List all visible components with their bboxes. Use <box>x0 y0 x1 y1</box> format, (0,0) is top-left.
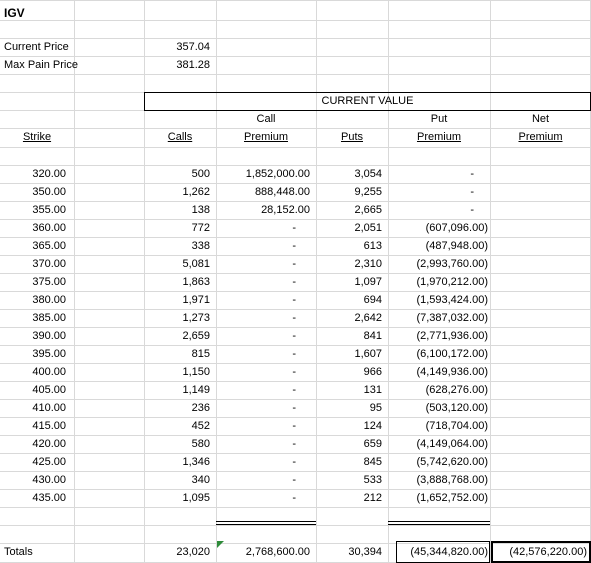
puts-cell[interactable]: 2,665 <box>354 204 382 216</box>
grid-row-line <box>0 20 591 21</box>
totals-label[interactable]: Totals <box>4 546 33 558</box>
strike-cell[interactable]: 355.00 <box>32 204 66 216</box>
put-premium-cell[interactable]: (2,771,936.00) <box>416 330 488 342</box>
strike-cell[interactable]: 370.00 <box>32 258 66 270</box>
calls-header[interactable]: Calls <box>167 131 193 143</box>
call-premium-cell[interactable]: - <box>292 294 296 306</box>
calls-cell[interactable]: 338 <box>191 240 210 252</box>
calls-cell[interactable]: 236 <box>191 402 210 414</box>
call-premium-cell[interactable]: - <box>292 402 296 414</box>
put-premium-cell[interactable]: (2,993,760.00) <box>416 258 488 270</box>
call-premium-cell[interactable]: - <box>292 276 296 288</box>
call-premium-sum-line-1 <box>216 521 316 522</box>
calls-cell[interactable]: 772 <box>191 222 210 234</box>
call-premium-cell[interactable]: 888,448.00 <box>254 186 310 198</box>
put-premium-cell[interactable]: - <box>470 204 474 216</box>
puts-cell[interactable]: 212 <box>363 492 382 504</box>
grid-column-line <box>490 0 491 563</box>
puts-cell[interactable]: 95 <box>369 402 382 414</box>
call-premium-cell[interactable]: - <box>292 258 296 270</box>
put-premium-cell[interactable]: (1,593,424.00) <box>416 294 488 306</box>
strike-cell[interactable]: 405.00 <box>32 384 66 396</box>
calls-cell[interactable]: 1,863 <box>182 276 210 288</box>
call-premium-sum-line-2 <box>216 524 316 525</box>
calls-cell[interactable]: 1,095 <box>182 492 210 504</box>
strike-cell[interactable]: 400.00 <box>32 366 66 378</box>
puts-cell[interactable]: 533 <box>363 474 382 486</box>
totals-call-premium[interactable]: 2,768,600.00 <box>245 546 310 558</box>
net-premium-header[interactable]: Premium <box>518 131 563 143</box>
strike-cell[interactable]: 390.00 <box>32 330 66 342</box>
strike-header[interactable]: Strike <box>22 131 52 143</box>
put-premium-cell[interactable]: (7,387,032.00) <box>416 312 488 324</box>
calls-cell[interactable]: 815 <box>191 348 210 360</box>
call-premium-header[interactable]: Premium <box>243 131 288 143</box>
puts-cell[interactable]: 2,642 <box>354 312 382 324</box>
put-premium-cell[interactable]: - <box>470 168 474 180</box>
current-price-label[interactable]: Current Price <box>4 41 69 53</box>
put-premium-cell[interactable]: - <box>470 186 474 198</box>
put-premium-header[interactable]: Premium <box>416 131 461 143</box>
put-premium-cell[interactable]: (607,096.00) <box>425 222 488 234</box>
calls-cell[interactable]: 500 <box>191 168 210 180</box>
calls-cell[interactable]: 5,081 <box>182 258 210 270</box>
put-premium-cell[interactable]: (487,948.00) <box>425 240 488 252</box>
calls-cell[interactable]: 1,149 <box>182 384 210 396</box>
call-premium-cell[interactable]: - <box>292 312 296 324</box>
puts-cell[interactable]: 2,310 <box>354 258 382 270</box>
call-premium-cell[interactable]: - <box>292 222 296 234</box>
strike-cell[interactable]: 350.00 <box>32 186 66 198</box>
call-premium-cell[interactable]: 28,152.00 <box>261 204 310 216</box>
puts-cell[interactable]: 3,054 <box>354 168 382 180</box>
strike-cell[interactable]: 360.00 <box>32 222 66 234</box>
strike-cell[interactable]: 320.00 <box>32 168 66 180</box>
puts-cell[interactable]: 841 <box>363 330 382 342</box>
puts-cell[interactable]: 9,255 <box>354 186 382 198</box>
call-premium-cell[interactable]: - <box>292 348 296 360</box>
strike-cell[interactable]: 435.00 <box>32 492 66 504</box>
grid-column-line <box>74 0 75 563</box>
put-premium-sum-line-2 <box>388 524 490 525</box>
strike-cell[interactable]: 385.00 <box>32 312 66 324</box>
current-value-header[interactable]: CURRENT VALUE <box>321 95 414 107</box>
puts-cell[interactable]: 966 <box>363 366 382 378</box>
puts-cell[interactable]: 845 <box>363 456 382 468</box>
call-premium-cell[interactable]: - <box>292 474 296 486</box>
puts-cell[interactable]: 694 <box>363 294 382 306</box>
puts-cell[interactable]: 131 <box>363 384 382 396</box>
puts-cell[interactable]: 659 <box>363 438 382 450</box>
put-premium-sum-line-1 <box>388 521 490 522</box>
put-premium-cell[interactable]: (503,120.00) <box>425 402 488 414</box>
calls-cell[interactable]: 2,659 <box>182 330 210 342</box>
strike-cell[interactable]: 425.00 <box>32 456 66 468</box>
calls-cell[interactable]: 1,346 <box>182 456 210 468</box>
put-premium-cell[interactable]: (4,149,064.00) <box>416 438 488 450</box>
max-pain-label[interactable]: Max Pain Price <box>4 59 78 71</box>
call-premium-cell[interactable]: 1,852,000.00 <box>245 168 310 180</box>
strike-cell[interactable]: 380.00 <box>32 294 66 306</box>
strike-cell[interactable]: 420.00 <box>32 438 66 450</box>
calls-cell[interactable]: 1,262 <box>182 186 210 198</box>
calls-cell[interactable]: 1,971 <box>182 294 210 306</box>
put-premium-cell[interactable]: (6,100,172.00) <box>416 348 488 360</box>
call-premium-cell[interactable]: - <box>292 240 296 252</box>
strike-cell[interactable]: 375.00 <box>32 276 66 288</box>
puts-cell[interactable]: 1,097 <box>354 276 382 288</box>
put-premium-cell[interactable]: (5,742,620.00) <box>416 456 488 468</box>
call-premium-cell[interactable]: - <box>292 420 296 432</box>
put-premium-cell[interactable]: (3,888,768.00) <box>416 474 488 486</box>
call-premium-cell[interactable]: - <box>292 456 296 468</box>
put-premium-cell[interactable]: (1,652,752.00) <box>416 492 488 504</box>
grid-row-line <box>0 74 591 75</box>
max-pain-value[interactable]: 381.28 <box>176 59 210 71</box>
calls-cell[interactable]: 580 <box>191 438 210 450</box>
call-header-top[interactable]: Call <box>256 113 276 125</box>
puts-cell[interactable]: 2,051 <box>354 222 382 234</box>
puts-header[interactable]: Puts <box>340 131 363 143</box>
call-premium-cell[interactable]: - <box>292 492 296 504</box>
call-premium-cell[interactable]: - <box>292 384 296 396</box>
grid-row-line <box>0 147 591 148</box>
call-premium-cell[interactable]: - <box>292 438 296 450</box>
puts-cell[interactable]: 1,607 <box>354 348 382 360</box>
call-premium-cell[interactable]: - <box>292 330 296 342</box>
totals-puts[interactable]: 30,394 <box>348 546 382 558</box>
calls-cell[interactable]: 1,273 <box>182 312 210 324</box>
totals-net-premium[interactable]: (42,576,220.00) <box>509 546 587 558</box>
puts-cell[interactable]: 613 <box>363 240 382 252</box>
calls-cell[interactable]: 1,150 <box>182 366 210 378</box>
net-header-top[interactable]: Net <box>531 113 550 125</box>
ticker-label[interactable]: IGV <box>4 6 25 20</box>
strike-cell[interactable]: 415.00 <box>32 420 66 432</box>
calls-cell[interactable]: 452 <box>191 420 210 432</box>
put-premium-cell[interactable]: (628,276.00) <box>425 384 488 396</box>
strike-cell[interactable]: 395.00 <box>32 348 66 360</box>
calls-cell[interactable]: 340 <box>191 474 210 486</box>
grid-row-line <box>0 0 591 1</box>
grid-row-line <box>0 507 591 508</box>
current-price-value[interactable]: 357.04 <box>176 41 210 53</box>
strike-cell[interactable]: 365.00 <box>32 240 66 252</box>
strike-cell[interactable]: 430.00 <box>32 474 66 486</box>
put-premium-cell[interactable]: (718,704.00) <box>425 420 488 432</box>
put-header-top[interactable]: Put <box>430 113 448 125</box>
grid-row-line <box>0 525 591 526</box>
totals-put-premium[interactable]: (45,344,820.00) <box>410 546 488 558</box>
put-premium-cell[interactable]: (1,970,212.00) <box>416 276 488 288</box>
put-premium-cell[interactable]: (4,149,936.00) <box>416 366 488 378</box>
calls-cell[interactable]: 138 <box>191 204 210 216</box>
call-premium-cell[interactable]: - <box>292 366 296 378</box>
strike-cell[interactable]: 410.00 <box>32 402 66 414</box>
totals-calls[interactable]: 23,020 <box>176 546 210 558</box>
puts-cell[interactable]: 124 <box>363 420 382 432</box>
